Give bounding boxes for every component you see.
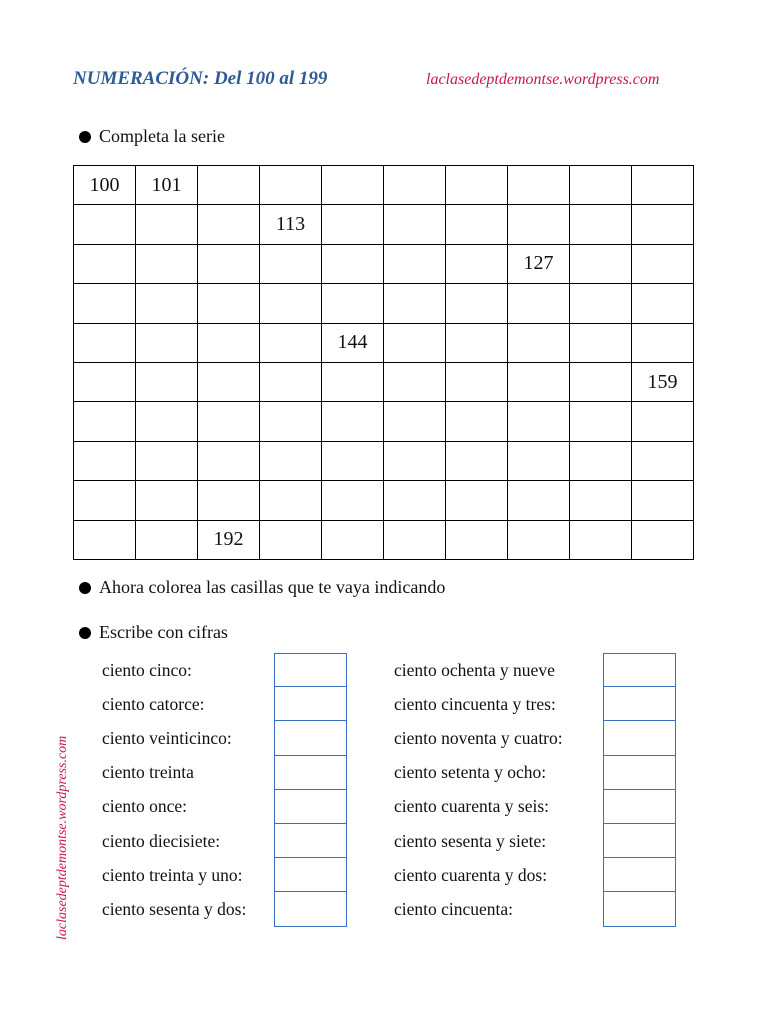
grid-cell[interactable] bbox=[632, 205, 694, 244]
grid-cell[interactable] bbox=[632, 244, 694, 283]
instruction-color-cells bbox=[79, 577, 445, 598]
instruction-text: Ahora colorea las casillas que te vaya indicando bbox=[99, 577, 446, 597]
grid-row bbox=[74, 244, 694, 283]
grid-cell[interactable] bbox=[570, 166, 632, 205]
grid-cell[interactable] bbox=[632, 441, 694, 480]
grid-cell[interactable] bbox=[198, 323, 260, 362]
exercise-item bbox=[102, 721, 246, 755]
grid-cell[interactable] bbox=[198, 362, 260, 401]
grid-cell[interactable] bbox=[322, 205, 384, 244]
grid-cell[interactable] bbox=[260, 402, 322, 441]
exercise-label: ciento noventa y cuatro: bbox=[394, 727, 563, 748]
grid-cell[interactable] bbox=[570, 362, 632, 401]
grid-cell[interactable] bbox=[446, 441, 508, 480]
grid-cell[interactable]: 101 bbox=[136, 166, 198, 205]
side-watermark: laclasedeptdemontse.wordpress.com bbox=[55, 735, 70, 940]
grid-cell[interactable] bbox=[74, 441, 136, 480]
grid-cell[interactable] bbox=[384, 284, 446, 323]
answer-box[interactable] bbox=[603, 892, 676, 926]
grid-cell[interactable] bbox=[74, 284, 136, 323]
grid-cell[interactable] bbox=[570, 205, 632, 244]
grid-cell[interactable] bbox=[446, 205, 508, 244]
exercise-item bbox=[102, 858, 246, 892]
grid-cell[interactable] bbox=[322, 441, 384, 480]
grid-cell[interactable] bbox=[322, 284, 384, 323]
exercise-item bbox=[102, 756, 246, 790]
grid-cell[interactable] bbox=[384, 402, 446, 441]
grid-cell[interactable] bbox=[570, 520, 632, 559]
grid-cell[interactable] bbox=[446, 520, 508, 559]
grid-cell[interactable]: 113 bbox=[260, 205, 322, 244]
instruction-text: Completa la serie bbox=[99, 126, 225, 146]
grid-row bbox=[74, 284, 694, 323]
exercise-label: ciento diecisiete: bbox=[102, 830, 221, 851]
grid-cell[interactable] bbox=[446, 166, 508, 205]
grid-cell[interactable] bbox=[136, 205, 198, 244]
grid-cell[interactable] bbox=[384, 244, 446, 283]
grid-cell[interactable] bbox=[260, 284, 322, 323]
grid-cell[interactable] bbox=[632, 284, 694, 323]
exercise-label: ciento cuarenta y seis: bbox=[394, 796, 550, 817]
grid-cell[interactable] bbox=[260, 244, 322, 283]
grid-cell[interactable] bbox=[508, 205, 570, 244]
grid-cell[interactable] bbox=[322, 166, 384, 205]
grid-cell[interactable] bbox=[508, 402, 570, 441]
exercise-item bbox=[102, 892, 246, 926]
grid-cell[interactable] bbox=[384, 441, 446, 480]
exercise-item bbox=[394, 687, 563, 721]
grid-cell[interactable] bbox=[384, 205, 446, 244]
grid-cell[interactable] bbox=[74, 520, 136, 559]
exercise-item bbox=[394, 756, 563, 790]
grid-cell[interactable] bbox=[570, 323, 632, 362]
grid-row bbox=[74, 441, 694, 480]
grid-cell[interactable] bbox=[508, 166, 570, 205]
grid-cell[interactable] bbox=[74, 481, 136, 520]
exercise-item bbox=[102, 790, 246, 824]
grid-cell[interactable] bbox=[632, 481, 694, 520]
instruction-complete-series bbox=[79, 126, 225, 147]
answer-box[interactable] bbox=[274, 653, 347, 687]
grid-cell[interactable] bbox=[136, 362, 198, 401]
grid-cell[interactable]: 127 bbox=[508, 244, 570, 283]
grid-row bbox=[74, 205, 694, 244]
exercise-label: ciento sesenta y siete: bbox=[394, 830, 547, 851]
grid-cell[interactable] bbox=[508, 323, 570, 362]
exercise-item bbox=[394, 721, 563, 755]
grid-cell[interactable] bbox=[260, 166, 322, 205]
grid-cell[interactable] bbox=[198, 166, 260, 205]
grid-cell[interactable] bbox=[632, 402, 694, 441]
grid-cell[interactable] bbox=[446, 402, 508, 441]
number-grid bbox=[73, 165, 694, 560]
grid-cell[interactable] bbox=[570, 244, 632, 283]
grid-row bbox=[74, 520, 694, 559]
grid-cell[interactable] bbox=[74, 244, 136, 283]
answer-box[interactable] bbox=[603, 824, 676, 858]
grid-cell[interactable] bbox=[446, 284, 508, 323]
answer-box[interactable] bbox=[274, 721, 347, 755]
exercise-label: ciento cuarenta y dos: bbox=[394, 864, 548, 885]
exercise-item bbox=[394, 824, 563, 858]
grid-cell[interactable] bbox=[570, 284, 632, 323]
grid-cell[interactable] bbox=[198, 205, 260, 244]
grid-cell[interactable] bbox=[198, 244, 260, 283]
grid-cell[interactable]: 100 bbox=[74, 166, 136, 205]
answer-box[interactable] bbox=[274, 858, 347, 892]
grid-cell[interactable] bbox=[384, 166, 446, 205]
grid-cell[interactable] bbox=[74, 362, 136, 401]
bullet-icon bbox=[79, 131, 91, 143]
page-title: NUMERACIÓN: Del 100 al 199 bbox=[73, 68, 328, 89]
grid-cell[interactable] bbox=[260, 323, 322, 362]
grid-cell[interactable] bbox=[260, 520, 322, 559]
grid-cell[interactable]: 192 bbox=[198, 520, 260, 559]
answer-box[interactable] bbox=[274, 892, 347, 926]
site-url: laclasedeptdemontse.wordpress.com bbox=[426, 71, 660, 88]
grid-cell[interactable] bbox=[446, 362, 508, 401]
grid-cell[interactable] bbox=[322, 362, 384, 401]
grid-cell[interactable]: 144 bbox=[322, 323, 384, 362]
answer-box[interactable] bbox=[603, 858, 676, 892]
exercise-item bbox=[394, 858, 563, 892]
instruction-text: Escribe con cifras bbox=[99, 622, 228, 642]
grid-cell[interactable] bbox=[74, 323, 136, 362]
exercise-label: ciento veinticinco: bbox=[102, 727, 232, 748]
exercise-item bbox=[102, 653, 246, 687]
grid-cell[interactable] bbox=[508, 284, 570, 323]
exercise-label: ciento ochenta y nueve bbox=[394, 659, 555, 680]
exercise-item bbox=[102, 824, 246, 858]
exercise-label: ciento treinta bbox=[102, 762, 194, 783]
grid-cell[interactable] bbox=[322, 481, 384, 520]
grid-cell[interactable] bbox=[198, 402, 260, 441]
grid-cell[interactable] bbox=[198, 284, 260, 323]
answer-box[interactable] bbox=[603, 721, 676, 755]
bullet-icon bbox=[79, 627, 91, 639]
grid-cell[interactable] bbox=[384, 362, 446, 401]
grid-cell[interactable] bbox=[260, 362, 322, 401]
grid-cell[interactable] bbox=[508, 441, 570, 480]
grid-cell[interactable] bbox=[198, 481, 260, 520]
answer-box[interactable] bbox=[274, 790, 347, 824]
exercise-label: ciento treinta y uno: bbox=[102, 864, 243, 885]
answer-box[interactable] bbox=[603, 756, 676, 790]
instruction-write-digits bbox=[79, 622, 228, 643]
exercise-label: ciento cinco: bbox=[102, 659, 192, 680]
grid-cell[interactable] bbox=[384, 481, 446, 520]
grid-cell[interactable] bbox=[136, 323, 198, 362]
grid-row bbox=[74, 323, 694, 362]
answer-box[interactable] bbox=[274, 687, 347, 721]
grid-cell[interactable] bbox=[136, 284, 198, 323]
grid-cell[interactable] bbox=[136, 402, 198, 441]
grid-cell[interactable] bbox=[322, 520, 384, 559]
grid-cell[interactable] bbox=[570, 402, 632, 441]
grid-cell[interactable] bbox=[570, 481, 632, 520]
grid-cell[interactable]: 159 bbox=[632, 362, 694, 401]
exercise-column-left bbox=[102, 653, 246, 927]
answer-box[interactable] bbox=[274, 824, 347, 858]
answer-box[interactable] bbox=[603, 653, 676, 687]
answer-box[interactable] bbox=[274, 756, 347, 790]
grid-row bbox=[74, 166, 694, 205]
grid-cell[interactable] bbox=[136, 481, 198, 520]
exercise-item bbox=[394, 790, 563, 824]
bullet-icon bbox=[79, 582, 91, 594]
exercise-label: ciento once: bbox=[102, 796, 188, 817]
grid-cell[interactable] bbox=[136, 244, 198, 283]
grid-cell[interactable] bbox=[632, 323, 694, 362]
grid-cell[interactable] bbox=[198, 441, 260, 480]
grid-cell[interactable] bbox=[508, 520, 570, 559]
grid-row bbox=[74, 402, 694, 441]
grid-cell[interactable] bbox=[260, 481, 322, 520]
grid-cell[interactable] bbox=[384, 323, 446, 362]
exercise-label: ciento setenta y ocho: bbox=[394, 762, 547, 783]
grid-cell[interactable] bbox=[136, 520, 198, 559]
exercise-label: ciento catorce: bbox=[102, 693, 205, 714]
grid-cell[interactable] bbox=[632, 520, 694, 559]
grid-cell[interactable] bbox=[74, 402, 136, 441]
grid-cell[interactable] bbox=[74, 205, 136, 244]
answer-box[interactable] bbox=[603, 687, 676, 721]
exercise-label: ciento sesenta y dos: bbox=[102, 898, 247, 919]
answer-box[interactable] bbox=[603, 790, 676, 824]
grid-cell[interactable] bbox=[384, 520, 446, 559]
grid-cell[interactable] bbox=[508, 481, 570, 520]
exercise-label: ciento cincuenta: bbox=[394, 898, 514, 919]
exercise-label: ciento cincuenta y tres: bbox=[394, 693, 556, 714]
grid-cell[interactable] bbox=[260, 441, 322, 480]
exercise-item bbox=[394, 892, 563, 926]
grid-cell[interactable] bbox=[632, 166, 694, 205]
exercise-column-right bbox=[394, 653, 563, 927]
grid-row bbox=[74, 362, 694, 401]
grid-cell[interactable] bbox=[446, 481, 508, 520]
exercise-item bbox=[102, 687, 246, 721]
grid-cell[interactable] bbox=[508, 362, 570, 401]
grid-cell[interactable] bbox=[322, 402, 384, 441]
grid-cell[interactable] bbox=[446, 244, 508, 283]
grid-cell[interactable] bbox=[570, 441, 632, 480]
grid-cell[interactable] bbox=[446, 323, 508, 362]
grid-cell[interactable] bbox=[322, 244, 384, 283]
exercise-item bbox=[394, 653, 563, 687]
grid-cell[interactable] bbox=[136, 441, 198, 480]
grid-row bbox=[74, 481, 694, 520]
